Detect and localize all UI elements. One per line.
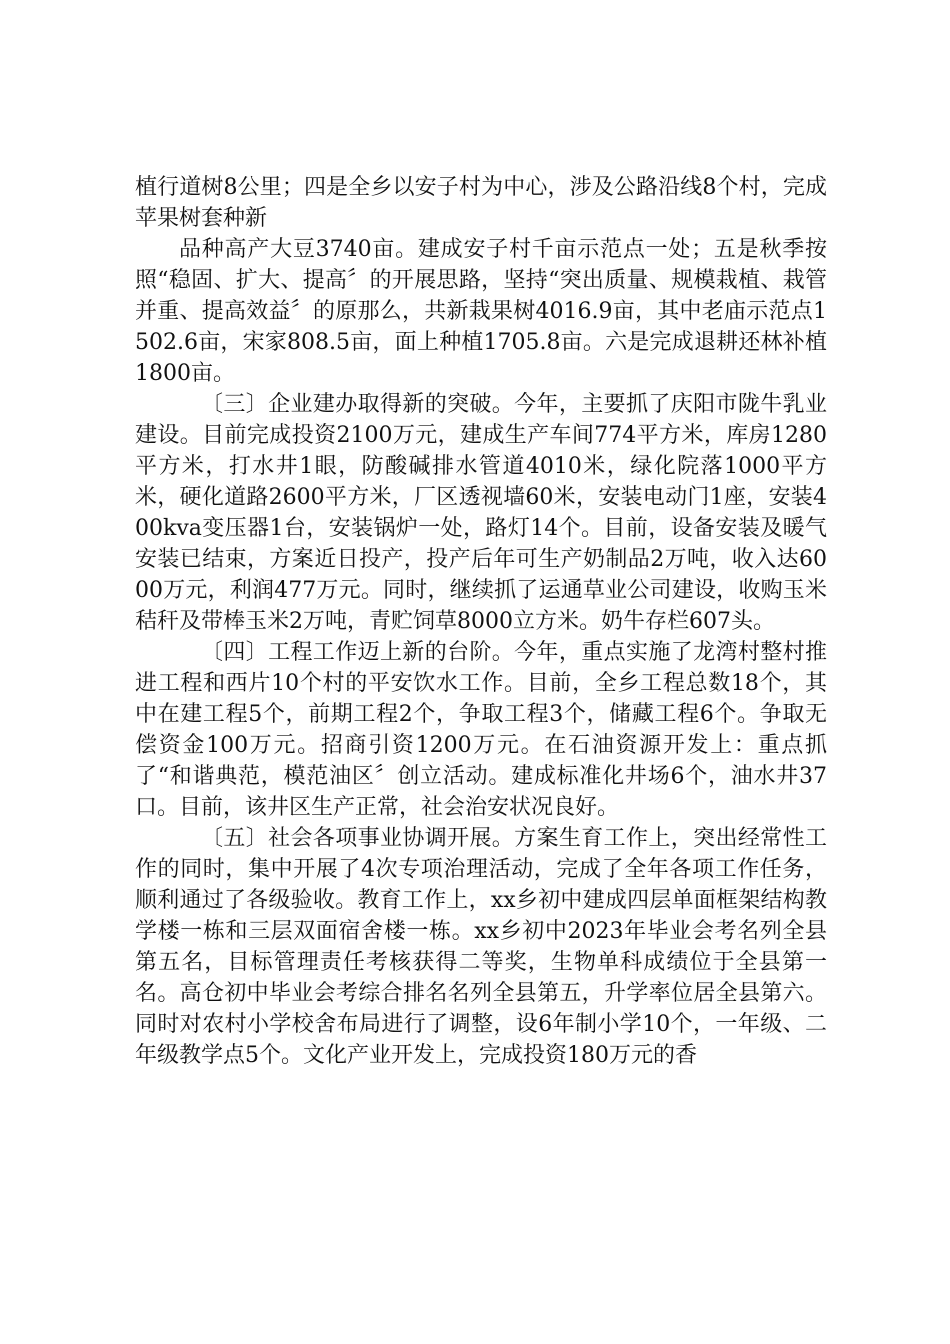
document-body <box>135 172 827 1071</box>
paragraph-enterprise: 〔三〕企业建办取得新的突破。今年，主要抓了庆阳市陇牛乳业建设。目前完成投资2100万元，建成生产车间774平方米，库房1280平方米，打水井1眼，防酸碱排水管道4010米，绿化院落1000平方米，硬化道路2600平方米，厂区透视墙60米，安装电动门1座，安装400kva变压器1台，安装锅炉一处，路灯14个。目前，设备安装及暖气安装已结束，方案近日投产，投产后年可生产奶制品2万吨，收入达6000万元，利润477万元。同时，继续抓了运通草业公司建设，收购玉米秸秆及带棒玉米2万吨，青贮饲草8000立方米。奶牛存栏607头。 <box>135 392 827 634</box>
paragraph-soybean-orchard: 品种高产大豆3740亩。建成安子村千亩示范点一处；五是秋季按照“稳固、扩大、提高〞的开展思路，坚持“突出质量、规模栽植、栽管并重、提高效益〞的原那么，共新栽果树4016.9亩，其中老庙示范点1502.6亩，宋家808.5亩，面上种植1705.8亩。六是完成退耕还林补植1800亩。 <box>135 237 827 386</box>
paragraph-social-affairs: 〔五〕社会各项事业协调开展。方案生育工作上，突出经常性工作的同时，集中开展了4次专项治理活动，完成了全年各项工作任务，顺利通过了各级验收。教育工作上，xx乡初中建成四层单面框架结构教学楼一栋和三层双面宿舍楼一栋。xx乡初中2023年毕业会考名列全县第五名，目标管理责任考核获得二等奖，生物单科成绩位于全县第一名。高仓初中毕业会考综合排名名列全县第五，升学率位居全县第六。同时对农村小学校舍布局进行了调整，设6年制小学10个，一年级、二年级教学点5个。文化产业开发上，完成投资180万元的香 <box>135 826 827 1068</box>
paragraph-projects: 〔四〕工程工作迈上新的台阶。今年，重点实施了龙湾村整村推进工程和西片10个村的平安饮水工作。目前，全乡工程总数18个，其中在建工程5个，前期工程2个，争取工程3个，储藏工程6个。争取无偿资金100万元。招商引资1200万元。在石油资源开发上：重点抓了“和谐典范，模范油区〞创立活动。建成标准化井场6个，油水井37口。目前，该井区生产正常，社会治安状况良好。 <box>135 640 827 820</box>
paragraph-continuation: 植行道树8公里；四是全乡以安子村为中心，涉及公路沿线8个村，完成苹果树套种新 <box>135 175 827 231</box>
